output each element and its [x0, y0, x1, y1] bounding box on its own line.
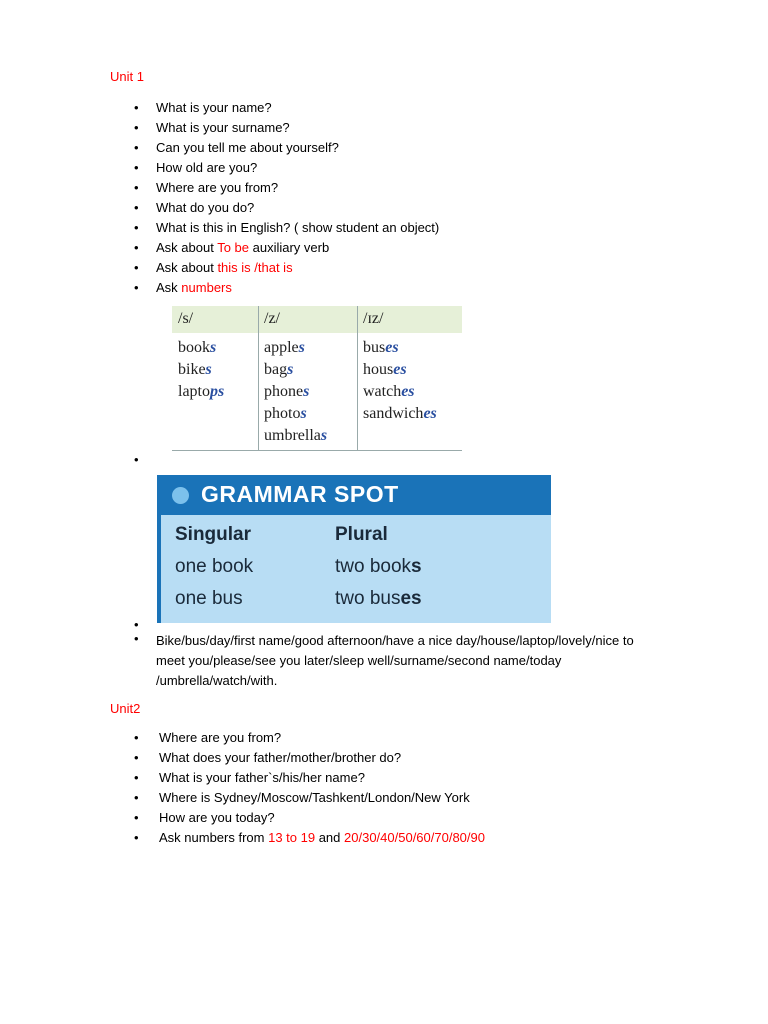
- list-item: [134, 278, 439, 298]
- header-z: /z/: [264, 310, 280, 327]
- singular-example: one bus: [175, 588, 243, 609]
- table-word: books: [178, 339, 217, 356]
- plural-example: two books: [335, 556, 422, 577]
- table-header-row: [172, 306, 462, 333]
- bullet-marker: •: [134, 100, 139, 115]
- table-word: photos: [264, 405, 307, 422]
- bullet-marker: •: [134, 180, 139, 195]
- list-item: [134, 808, 485, 828]
- list-item: [134, 138, 439, 158]
- column-divider: [258, 306, 259, 451]
- bullet-marker: •: [134, 140, 139, 155]
- table-word: umbrellas: [264, 427, 328, 444]
- grammar-spot-box: [157, 475, 551, 623]
- table-word: laptops: [178, 383, 225, 400]
- bullet-marker: •: [134, 120, 139, 135]
- list-item: [134, 98, 439, 118]
- vocabulary-line: meet you/please/see you later/sleep well/surname/second name/today: [156, 653, 562, 668]
- list-item: [134, 748, 485, 768]
- item-text: What do you do?: [156, 200, 255, 215]
- singular-example: one book: [175, 556, 254, 577]
- bullet-marker: •: [134, 617, 139, 632]
- table-word: bikes: [178, 361, 212, 378]
- item-text: Ask: [156, 280, 182, 295]
- bullet-marker: •: [134, 631, 139, 646]
- list-item: [134, 828, 485, 848]
- circle-bullet-icon: [172, 487, 189, 504]
- item-text: What is your name?: [156, 100, 272, 115]
- highlighted-text: numbers: [181, 280, 232, 295]
- unit2-question-list: [134, 728, 485, 848]
- list-item: [134, 768, 485, 788]
- vocabulary-list: [156, 631, 634, 691]
- item-text: What is your father`s/his/her name?: [159, 770, 365, 785]
- plural-example: two buses: [335, 588, 422, 609]
- item-text: Where are you from?: [156, 180, 279, 195]
- item-text: What is your surname?: [156, 120, 290, 135]
- grammar-spot-title: GRAMMAR SPOT: [201, 481, 399, 507]
- table-word: phones: [264, 383, 310, 400]
- plural-label: Plural: [335, 524, 388, 545]
- item-text: How old are you?: [156, 160, 258, 175]
- list-item: [134, 218, 440, 238]
- bullet-marker: •: [134, 452, 139, 467]
- vocabulary-line: /umbrella/watch/with.: [156, 673, 278, 688]
- header-s: /s/: [178, 310, 194, 327]
- item-text: Where are you from?: [159, 730, 282, 745]
- bullet-marker: •: [134, 750, 139, 765]
- list-item: [134, 118, 439, 138]
- column-divider: [357, 306, 358, 451]
- plural-sounds-table: [172, 306, 462, 451]
- grammar-spot-edge: [157, 515, 161, 623]
- table-bottom-rule: [172, 450, 462, 451]
- list-item: [134, 198, 439, 218]
- bullet-marker: •: [134, 280, 139, 295]
- item-text: Ask numbers from: [159, 830, 269, 845]
- highlighted-text: this is /that is: [217, 260, 293, 275]
- unit1-heading: Unit 1: [110, 69, 144, 84]
- bullet-marker: •: [134, 730, 139, 745]
- vocabulary-line: Bike/bus/day/first name/good afternoon/have a nice day/house/laptop/lovely/nice to: [156, 633, 634, 648]
- bullet-marker: •: [134, 830, 139, 845]
- item-text: Where is Sydney/Moscow/Tashkent/London/New York: [159, 790, 470, 805]
- item-text: How are you today?: [159, 810, 275, 825]
- table-word: buses: [363, 339, 399, 356]
- highlighted-text: 13 to 19: [268, 830, 316, 845]
- highlighted-text: 20/30/40/50/60/70/80/90: [344, 830, 485, 845]
- item-text: What does your father/mother/brother do?: [159, 750, 402, 765]
- bullet-marker: •: [134, 260, 139, 275]
- item-text: Ask about: [156, 240, 218, 255]
- table-word: sandwiches: [363, 405, 437, 422]
- table-word: apples: [264, 339, 305, 356]
- item-text: Can you tell me about yourself?: [156, 140, 339, 155]
- header-iz: /ɪz/: [363, 310, 384, 327]
- item-text: Ask about: [156, 260, 218, 275]
- list-item: [134, 788, 485, 808]
- table-word: houses: [363, 361, 407, 378]
- item-text: and: [315, 830, 345, 845]
- table-word: watches: [363, 383, 415, 400]
- unit1-question-list: [134, 98, 440, 298]
- bullet-marker: •: [134, 160, 139, 175]
- item-text: auxiliary verb: [249, 240, 330, 255]
- unit2-heading: Unit2: [110, 701, 141, 716]
- list-item: [134, 728, 485, 748]
- list-item: [134, 158, 439, 178]
- bullet-marker: •: [134, 220, 139, 235]
- bullet-marker: •: [134, 240, 139, 255]
- bullet-marker: •: [134, 790, 139, 805]
- item-text: What is this in English? ( show student an object): [156, 220, 440, 235]
- bullet-marker: •: [134, 770, 139, 785]
- list-item: [134, 238, 439, 258]
- list-item: [134, 178, 439, 198]
- list-item: [134, 258, 439, 278]
- singular-label: Singular: [175, 524, 252, 545]
- table-word: bags: [264, 361, 294, 378]
- highlighted-text: To be: [217, 240, 250, 255]
- bullet-marker: •: [134, 810, 139, 825]
- bullet-marker: •: [134, 200, 139, 215]
